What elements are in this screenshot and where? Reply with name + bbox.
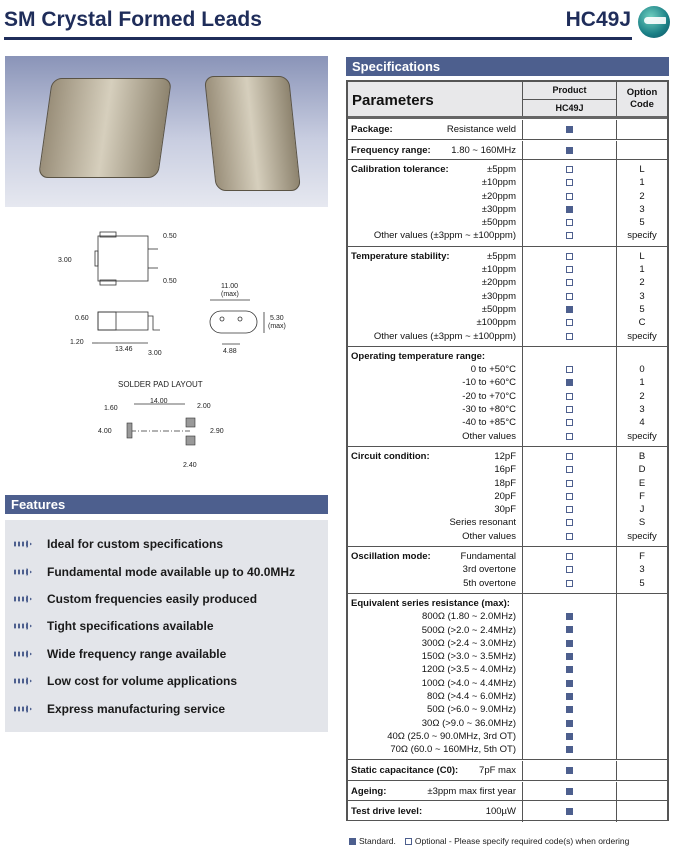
feature-item	[14, 702, 225, 716]
row-label-cell	[348, 229, 522, 242]
specifications-heading: Specifications	[346, 57, 669, 76]
parameter-value: 300Ω (>2.4 ~ 3.0MHz)	[421, 637, 516, 649]
parameter-value: ±5ppm	[487, 164, 516, 175]
legend	[349, 836, 629, 846]
standard-marker-icon	[566, 126, 573, 133]
option-code-cell: J	[616, 500, 667, 519]
row-label-cell	[348, 316, 522, 329]
parameter-value: 12pF	[494, 450, 516, 462]
arrow-bullet-icon	[14, 650, 32, 658]
spec-row	[348, 577, 667, 590]
optional-checkbox-icon	[566, 266, 573, 273]
option-code-cell: 2	[616, 273, 667, 292]
optional-checkbox-icon	[566, 166, 573, 173]
standard-marker-icon	[566, 379, 573, 386]
optional-checkbox-icon	[566, 519, 573, 526]
parameter-value: 7pF max	[479, 765, 516, 777]
crystal-image-1	[38, 78, 172, 178]
row-label-cell	[348, 463, 522, 476]
parameter-label: Temperature stability:	[351, 250, 450, 262]
standard-marker-icon	[566, 640, 573, 647]
feature-text: Custom frequencies easily produced	[47, 592, 258, 606]
specifications-table	[346, 80, 669, 821]
feature-text: Express manufacturing service	[47, 702, 226, 716]
optional-checkbox-icon	[566, 433, 573, 440]
parameter-value: ±3ppm max first year	[427, 786, 516, 798]
spec-section	[348, 547, 667, 594]
spec-section	[348, 119, 667, 140]
arrow-bullet-icon	[14, 705, 32, 713]
parameter-value: 20pF	[494, 490, 516, 502]
model-name: HC49J	[565, 8, 631, 31]
row-label-cell	[348, 363, 522, 376]
option-code-cell: E	[616, 474, 667, 493]
row-label-cell	[348, 123, 522, 136]
svg-text:0.50: 0.50	[163, 278, 177, 285]
option-code-cell: 3	[616, 200, 667, 219]
svg-text:1.20: 1.20	[70, 339, 84, 346]
svg-text:2.40: 2.40	[183, 462, 197, 469]
standard-marker-icon	[566, 720, 573, 727]
option-code-cell: 5	[616, 574, 667, 593]
row-label-cell	[348, 263, 522, 276]
svg-text:5.30: 5.30	[270, 315, 284, 322]
parameter-value: ±50ppm	[481, 217, 516, 229]
row-label-cell	[348, 743, 522, 756]
parameter-value: Other values (±3ppm ~ ±100ppm)	[373, 330, 516, 342]
standard-marker-icon	[566, 808, 573, 815]
company-logo	[638, 6, 670, 38]
svg-text:14.00: 14.00	[150, 398, 168, 405]
option-code-cell: 1	[616, 260, 667, 279]
row-label-cell	[348, 550, 522, 563]
row-label-cell	[348, 203, 522, 216]
parameter-value: ±30ppm	[481, 203, 516, 215]
optional-checkbox-icon	[566, 580, 573, 587]
spec-row	[348, 330, 667, 343]
optional-checkbox-icon	[566, 533, 573, 540]
feature-item	[14, 592, 257, 606]
product-cell	[522, 574, 616, 593]
option-code-cell: L	[616, 247, 667, 266]
optional-checkbox-icon	[566, 419, 573, 426]
spec-row	[348, 229, 667, 242]
parameter-value: ±20ppm	[481, 277, 516, 289]
svg-text:0.60: 0.60	[75, 315, 89, 322]
row-label-cell	[348, 430, 522, 443]
row-label-cell	[348, 764, 522, 777]
spec-section	[348, 347, 667, 447]
parameter-value: 100µW	[485, 806, 516, 818]
parameter-value: -40 to +85°C	[462, 417, 516, 429]
parameter-value: ±100ppm	[476, 317, 516, 329]
option-code-header: Option Code	[616, 82, 667, 116]
row-label-cell	[348, 563, 522, 576]
optional-checkbox-icon	[566, 553, 573, 560]
parameter-value: 800Ω (1.80 ~ 2.0MHz)	[422, 611, 516, 623]
spec-row	[348, 123, 667, 136]
parameters-header: Parameters	[352, 92, 434, 109]
row-label-cell	[348, 577, 522, 590]
standard-marker-icon	[566, 206, 573, 213]
optional-checkbox-icon	[566, 493, 573, 500]
svg-text:4.88: 4.88	[223, 348, 237, 355]
svg-text:4.00: 4.00	[98, 428, 112, 435]
svg-text:2.00: 2.00	[197, 403, 211, 410]
product-cell	[522, 120, 616, 139]
option-code-cell	[616, 120, 667, 139]
option-code-cell: 3	[616, 287, 667, 306]
option-code-cell: 0	[616, 360, 667, 379]
spec-section	[348, 760, 667, 781]
parameter-value: 1.80 ~ 160MHz	[451, 145, 516, 156]
optional-checkbox-icon	[566, 179, 573, 186]
row-label-cell	[348, 805, 522, 818]
parameter-value: 500Ω (>2.0 ~ 2.4MHz)	[421, 624, 516, 636]
parameter-label: Oscillation mode:	[351, 551, 431, 563]
parameter-value: ±50ppm	[481, 303, 516, 315]
spec-section	[348, 781, 667, 801]
parameter-value: 30Ω (>9.0 ~ 36.0MHz)	[421, 717, 516, 729]
option-code-cell: 1	[616, 173, 667, 192]
feature-text: Tight specifications available	[47, 619, 214, 633]
optional-checkbox-icon	[566, 253, 573, 260]
optional-checkbox-icon	[566, 232, 573, 239]
option-code-cell: 5	[616, 213, 667, 232]
parameter-value: Series resonant	[449, 517, 516, 529]
option-code-cell: 2	[616, 387, 667, 406]
svg-text:(max): (max)	[221, 291, 239, 298]
optional-checkbox-icon	[566, 453, 573, 460]
optional-checkbox-icon	[566, 566, 573, 573]
parameter-label: Package:	[351, 124, 393, 135]
row-label-cell	[348, 390, 522, 403]
parameter-value: 40Ω (25.0 ~ 90.0MHz, 3rd OT)	[387, 730, 516, 742]
row-label-cell	[348, 597, 522, 610]
parameter-value: -30 to +80°C	[462, 404, 516, 416]
title-divider	[4, 37, 632, 40]
row-label-cell	[348, 663, 522, 676]
standard-marker-icon	[349, 838, 356, 845]
standard-marker-icon	[566, 613, 573, 620]
parameter-label: Ageing:	[351, 786, 387, 798]
optional-checkbox-icon	[566, 506, 573, 513]
parameter-value: 3rd overtone	[462, 564, 516, 576]
parameter-label: Circuit condition:	[351, 450, 430, 462]
optional-checkbox-icon	[566, 333, 573, 340]
spec-section	[348, 247, 667, 347]
row-label-cell	[348, 350, 522, 363]
svg-text:11.00: 11.00	[221, 283, 238, 290]
option-code-cell: specify	[616, 226, 667, 245]
parameter-value: Fundamental	[460, 551, 516, 563]
feature-item	[14, 647, 226, 661]
standard-marker-icon	[566, 733, 573, 740]
option-code-cell: D	[616, 460, 667, 479]
option-code-cell: 2	[616, 187, 667, 206]
product-cell	[522, 802, 616, 821]
spec-section	[348, 447, 667, 547]
row-label-cell	[348, 163, 522, 176]
standard-marker-icon	[566, 767, 573, 774]
parameter-value: 80Ω (>4.4 ~ 6.0MHz)	[427, 690, 516, 702]
row-label-cell	[348, 303, 522, 316]
feature-text: Fundamental mode available up to 40.0MHz	[47, 565, 296, 579]
optional-marker-icon	[405, 838, 412, 845]
product-model-header: HC49J	[555, 103, 584, 113]
spec-row	[348, 430, 667, 443]
row-label-cell	[348, 276, 522, 289]
crystal-image-2	[204, 76, 301, 191]
standard-marker-icon	[566, 746, 573, 753]
option-code-cell: 5	[616, 300, 667, 319]
product-cell	[522, 527, 616, 546]
option-code-cell: B	[616, 447, 667, 466]
feature-item	[14, 619, 214, 633]
standard-marker-icon	[566, 693, 573, 700]
parameter-value: 18pF	[494, 477, 516, 489]
product-cell	[522, 740, 616, 759]
parameter-value: ±10ppm	[481, 264, 516, 276]
parameter-label: Static capacitance (C0):	[351, 765, 459, 777]
row-label-cell	[348, 730, 522, 743]
feature-item	[14, 674, 237, 688]
option-code-cell: 3	[616, 400, 667, 419]
spec-section	[348, 801, 667, 821]
arrow-bullet-icon	[14, 568, 32, 576]
parameter-value: 120Ω (>3.5 ~ 4.0MHz)	[421, 664, 516, 676]
standard-marker-icon	[566, 626, 573, 633]
parameter-label: Frequency range:	[351, 145, 431, 156]
spec-row	[348, 530, 667, 543]
row-label-cell	[348, 717, 522, 730]
option-code-cell	[616, 782, 667, 801]
parameter-label: Test drive level:	[351, 806, 423, 818]
option-code-cell: specify	[616, 527, 667, 546]
svg-text:(max): (max)	[268, 323, 286, 330]
product-cell	[522, 141, 616, 160]
parameter-value: Other values	[462, 430, 516, 442]
row-label-cell	[348, 516, 522, 529]
svg-text:SOLDER PAD LAYOUT: SOLDER PAD LAYOUT	[118, 380, 203, 389]
option-code-cell	[616, 802, 667, 821]
row-label-cell	[348, 610, 522, 623]
standard-marker-icon	[566, 306, 573, 313]
parameter-value: 100Ω (>4.0 ~ 4.4MHz)	[421, 677, 516, 689]
spec-section	[348, 594, 667, 761]
option-code-cell: C	[616, 313, 667, 332]
page-title: SM Crystal Formed Leads	[4, 8, 262, 31]
parameter-value: ±10ppm	[481, 177, 516, 189]
svg-text:0.50: 0.50	[163, 233, 177, 240]
features-heading: Features	[5, 495, 328, 514]
option-code-cell: specify	[616, 327, 667, 346]
feature-text: Low cost for volume applications	[47, 674, 238, 688]
table-header	[348, 82, 667, 119]
svg-text:3.00: 3.00	[58, 257, 72, 264]
standard-marker-icon	[566, 666, 573, 673]
parameter-value: 70Ω (60.0 ~ 160MHz, 5th OT)	[390, 744, 516, 756]
feature-item	[14, 565, 295, 579]
option-code-cell	[616, 141, 667, 160]
svg-text:2.90: 2.90	[210, 428, 224, 435]
parameter-value: ±30ppm	[481, 290, 516, 302]
row-label-cell	[348, 176, 522, 189]
optional-checkbox-icon	[566, 193, 573, 200]
feature-text: Wide frequency range available	[47, 647, 227, 661]
row-label-cell	[348, 144, 522, 157]
row-label-cell	[348, 703, 522, 716]
product-cell	[522, 226, 616, 245]
standard-marker-icon	[566, 706, 573, 713]
dimension-drawing	[0, 215, 330, 477]
row-label-cell	[348, 250, 522, 263]
product-cell	[522, 761, 616, 780]
row-label-cell	[348, 450, 522, 463]
row-label-cell	[348, 490, 522, 503]
optional-checkbox-icon	[566, 393, 573, 400]
optional-checkbox-icon	[566, 293, 573, 300]
row-label-cell	[348, 216, 522, 229]
standard-marker-icon	[566, 147, 573, 154]
arrow-bullet-icon	[14, 622, 32, 630]
spec-section	[348, 140, 667, 160]
standard-marker-icon	[566, 788, 573, 795]
legend-standard: Standard.	[359, 836, 396, 846]
optional-checkbox-icon	[566, 480, 573, 487]
legend-optional: Optional - Please specify required code(s) when ordering	[414, 836, 630, 846]
product-cell	[522, 327, 616, 346]
parameter-value: Resistance weld	[446, 124, 516, 135]
svg-text:3.00: 3.00	[148, 350, 162, 357]
row-label-cell	[348, 477, 522, 490]
parameter-value: 5th overtone	[463, 577, 516, 589]
option-code-cell: S	[616, 513, 667, 532]
option-code-cell: 4	[616, 413, 667, 432]
feature-text: Ideal for custom specifications	[47, 537, 224, 551]
row-label-cell	[348, 416, 522, 429]
option-code-cell: F	[616, 547, 667, 566]
row-label-cell	[348, 650, 522, 663]
standard-marker-icon	[566, 680, 573, 687]
row-label-cell	[348, 190, 522, 203]
row-label-cell	[348, 403, 522, 416]
parameter-value: 30pF	[494, 504, 516, 516]
spec-row	[348, 805, 667, 818]
parameter-value: -20 to +70°C	[462, 390, 516, 402]
option-code-cell: L	[616, 160, 667, 179]
row-label-cell	[348, 637, 522, 650]
parameter-label: Operating temperature range:	[351, 350, 486, 362]
spec-row	[348, 785, 667, 798]
arrow-bullet-icon	[14, 595, 32, 603]
parameter-label: Equivalent series resistance (max):	[351, 597, 510, 609]
svg-text:13.46: 13.46	[115, 346, 133, 353]
row-label-cell	[348, 376, 522, 389]
optional-checkbox-icon	[566, 279, 573, 286]
parameter-label: Calibration tolerance:	[351, 164, 449, 175]
parameter-value: -10 to +60°C	[462, 377, 516, 389]
parameter-value: ±5ppm	[487, 250, 516, 262]
optional-checkbox-icon	[566, 406, 573, 413]
standard-marker-icon	[566, 653, 573, 660]
parameter-value: 0 to +50°C	[470, 364, 516, 376]
arrow-bullet-icon	[14, 540, 32, 548]
row-label-cell	[348, 690, 522, 703]
row-label-cell	[348, 624, 522, 637]
svg-text:1.60: 1.60	[104, 405, 118, 412]
optional-checkbox-icon	[566, 366, 573, 373]
parameter-value: Other values (±3ppm ~ ±100ppm)	[373, 230, 516, 242]
optional-checkbox-icon	[566, 466, 573, 473]
parameter-value: 16pF	[494, 464, 516, 476]
product-photo	[5, 56, 328, 207]
feature-item	[14, 537, 223, 551]
parameter-value: 50Ω (>6.0 ~ 9.0MHz)	[427, 704, 516, 716]
optional-checkbox-icon	[566, 219, 573, 226]
option-code-cell: 3	[616, 560, 667, 579]
row-label-cell	[348, 530, 522, 543]
spec-row	[348, 743, 667, 756]
option-code-cell: 1	[616, 373, 667, 392]
row-label-cell	[348, 503, 522, 516]
parameter-value: ±20ppm	[481, 190, 516, 202]
spec-row	[348, 144, 667, 157]
optional-checkbox-icon	[566, 319, 573, 326]
product-header: Product	[523, 82, 616, 100]
row-label-cell	[348, 785, 522, 798]
option-code-cell	[616, 740, 667, 759]
row-label-cell	[348, 290, 522, 303]
row-label-cell	[348, 330, 522, 343]
option-code-cell	[616, 761, 667, 780]
option-code-cell: F	[616, 487, 667, 506]
arrow-bullet-icon	[14, 677, 32, 685]
parameter-value: 150Ω (>3.0 ~ 3.5MHz)	[421, 651, 516, 663]
parameter-value: Other values	[462, 530, 516, 542]
spec-row	[348, 764, 667, 777]
option-code-cell: specify	[616, 427, 667, 446]
product-cell	[522, 782, 616, 801]
row-label-cell	[348, 677, 522, 690]
product-cell	[522, 427, 616, 446]
spec-section	[348, 160, 667, 247]
